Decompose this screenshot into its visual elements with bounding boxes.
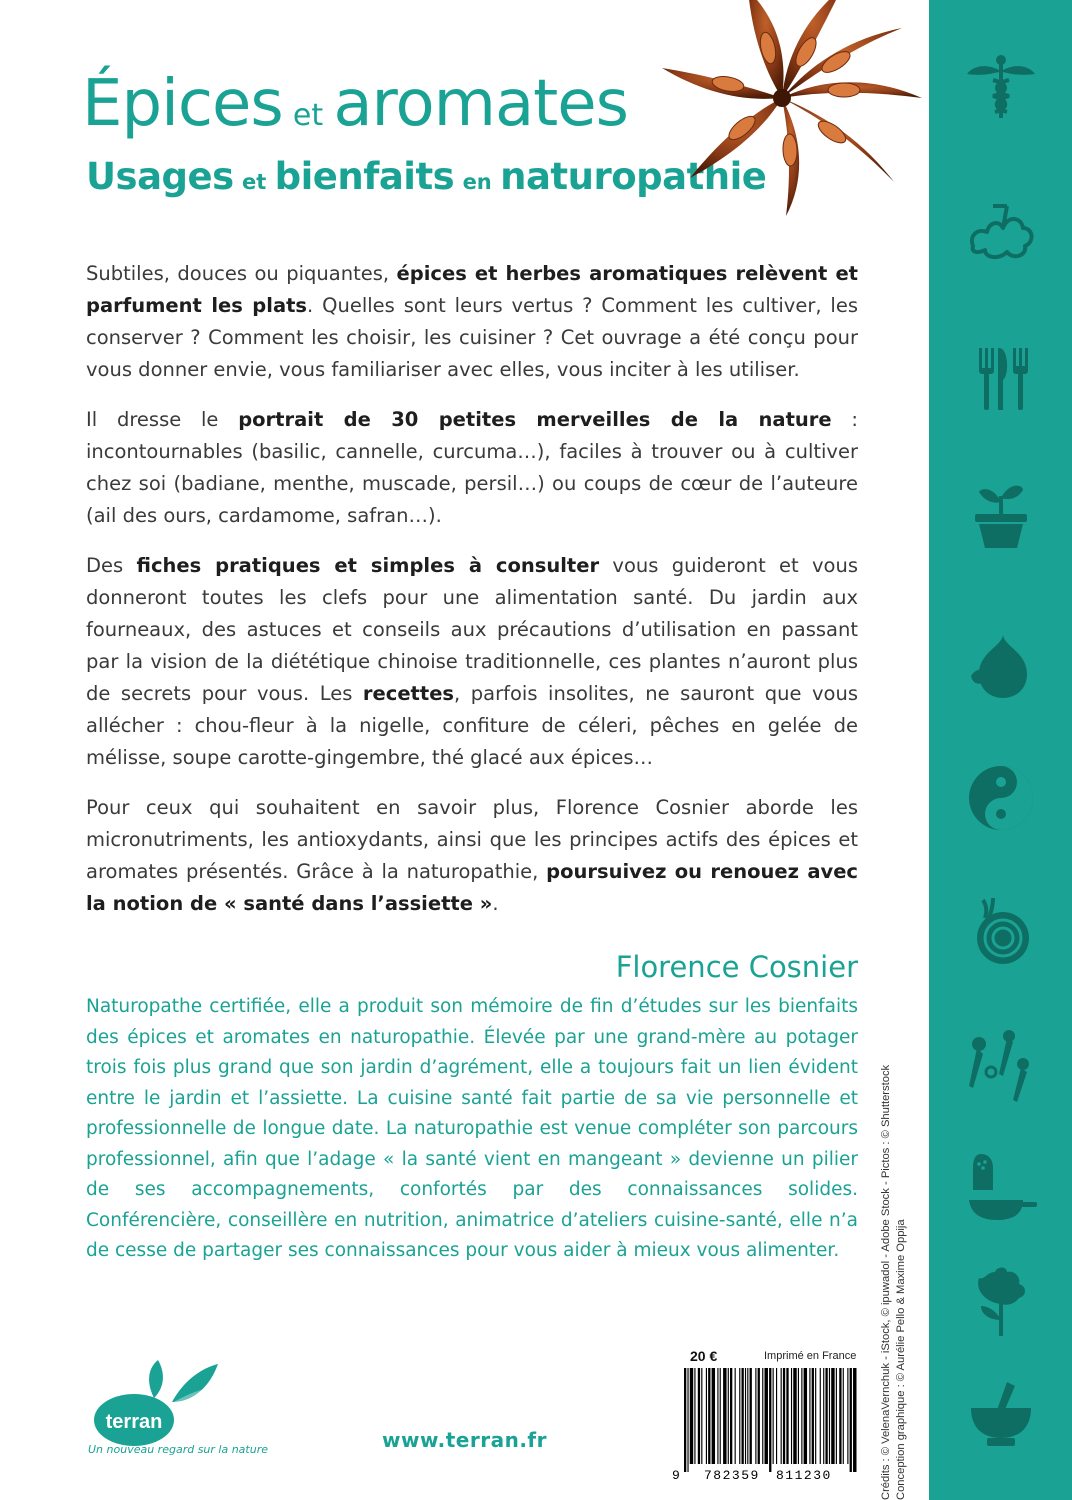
subtitle-word-en: en — [462, 170, 492, 194]
credits-line-1: Crédits : © VelenaVernchuk - iStock, © ipuwadol - Adobe Stock - Pictos : © Shutterstock — [880, 1064, 892, 1500]
emphasis-text: poursuivez ou renouez avec la notion de « santé dans l’assiette » — [86, 860, 858, 915]
isbn-digits-right: 811230 — [776, 1468, 832, 1482]
text-run: Subtiles, douces ou piquantes, — [86, 262, 397, 285]
isbn-digit-first: 9 — [672, 1468, 680, 1482]
text-run: vous guideront et vous donneront toutes les clefs pour une alimentation santé. Du jardin aux fourneaux, des astuces et conseils aux précautions d’utilisation en passant par la vision de la diététique chinoise traditionnelle, ces plantes n’auront plus de secrets pour vous. Les — [86, 554, 858, 705]
barcode-bar — [812, 1368, 814, 1464]
barcode-bar — [747, 1368, 748, 1464]
barcode-bar — [717, 1368, 718, 1464]
logo-wordmark: terran — [105, 1411, 163, 1433]
barcode-bar — [684, 1368, 686, 1472]
barcode-bar — [843, 1368, 844, 1464]
cloves-icon — [963, 1028, 1039, 1104]
description-paragraph-1 — [86, 258, 858, 386]
barcode-bar — [690, 1368, 693, 1464]
barcode-bar — [730, 1368, 732, 1464]
text-run: Des — [86, 554, 137, 577]
book-title — [82, 67, 628, 141]
text-run: . — [492, 892, 499, 915]
subtitle-word-usages: Usages — [86, 155, 234, 198]
author-name: Florence Cosnier — [615, 950, 858, 984]
text-run: Pour ceux qui souhaitent en savoir plus, Florence Cosnier aborde les micronutriments, les antioxydants, ainsi que les principes actifs des épices et aromates présentés. Grâce à la naturopathie, — [86, 796, 858, 883]
terran-logo — [84, 1358, 220, 1450]
barcode-bar — [831, 1368, 834, 1464]
barcode-bar — [745, 1368, 746, 1464]
barcode-bar — [687, 1368, 688, 1472]
credits-line-2: Conception graphique : © Aurélie Pello & Maxime Oppija — [895, 1219, 907, 1500]
barcode-bar — [758, 1368, 760, 1464]
emphasis-text: portrait de 30 petites merveilles de la nature — [238, 408, 832, 431]
printed-in-label: Imprimé en France — [764, 1350, 857, 1362]
barcode-bar — [735, 1368, 736, 1464]
title-word-aromates: aromates — [333, 67, 628, 141]
star-anise-image — [632, 0, 928, 232]
barcode-bar — [791, 1368, 792, 1464]
barcode-bar — [723, 1368, 726, 1464]
salt-pan-icon — [963, 1150, 1039, 1226]
barcode-bar — [701, 1368, 702, 1464]
barcode-bar — [786, 1368, 788, 1464]
barcode-bar — [706, 1368, 707, 1464]
title-word-epices: Épices — [82, 67, 283, 141]
barcode-bar — [850, 1368, 852, 1472]
yin-yang-icon — [963, 760, 1039, 836]
garlic-icon — [963, 626, 1039, 702]
barcode-bar — [853, 1368, 856, 1472]
publisher-website[interactable]: www.terran.fr — [382, 1428, 547, 1452]
image-credits — [879, 1064, 925, 1500]
title-word-et: et — [292, 98, 324, 133]
publisher-tagline: Un nouveau regard sur la nature — [88, 1443, 268, 1456]
author-bio: Naturopathe certifiée, elle a produit son mémoire de fin d’études sur les bienfaits des épices et aromates en naturopathie. Élevée par une grand-mère au potager trois fois plus grand que son jardin d’agrément, elle a toujours fait un lien évident entre le jardin et l’assiette. La cuisine santé fait partie de sa vie personnelle et professionnelle de longue date. La naturopathie est venue compléter son parcours professionnel, afin que l’adage « la santé vient en mangeant » devienne un pilier de ses accompagnements, confortés par des connaissances solides. Conférencière, conseillère en nutrition, animatrice d’ateliers cuisine-santé, elle n’a de cesse de partager ses connaissances pour vous aider à mieux vous alimenter. — [86, 996, 858, 1261]
barcode-bar — [755, 1368, 756, 1464]
text-run: , parfois insolites, ne sauront que vous allécher : chou-fleur à la nigelle, confiture de céleri, pêches en gelée de mélisse, soupe carotte-gingembre, thé glacé aux épices… — [86, 682, 858, 769]
barcode-bar — [801, 1368, 802, 1464]
beetroot-onion-icon — [963, 892, 1039, 968]
barcode-bar — [698, 1368, 700, 1464]
barcode-bar — [815, 1368, 816, 1464]
barcode-bar — [829, 1368, 830, 1464]
barcode-bar — [820, 1368, 821, 1464]
isbn-digits-left: 782359 — [704, 1468, 760, 1482]
barcode-bar — [798, 1368, 799, 1464]
barcode-bar — [773, 1368, 774, 1464]
subtitle-word-naturopathie: naturopathie — [500, 155, 767, 198]
barcode-bar — [847, 1368, 848, 1464]
book-description — [86, 258, 858, 938]
emphasis-text: fiches pratiques et simples à consulter — [136, 554, 600, 577]
ginger-root-icon — [963, 192, 1039, 268]
barcode-bar — [825, 1368, 827, 1464]
description-paragraph-2 — [86, 404, 858, 532]
barcode-bar — [769, 1368, 771, 1472]
mortar-pestle-icon — [963, 1378, 1039, 1454]
isbn-barcode — [670, 1366, 860, 1482]
barcode-bar — [720, 1368, 721, 1464]
text-run: : incontournables (basilic, cannelle, curcuma…), faciles à trouver ou à cultiver chez soi (badiane, menthe, muscade, persil…) ou coups de cœur de l’auteure (ail des ours, cardamome, safran…). — [86, 408, 858, 527]
barcode-bar — [728, 1368, 729, 1464]
cutlery-icon — [963, 340, 1039, 416]
subtitle-word-bienfaits: bienfaits — [274, 155, 455, 198]
barcode-bar — [762, 1368, 763, 1464]
barcode-bar — [712, 1368, 715, 1464]
barcode-bar — [836, 1368, 837, 1464]
parsley-icon — [963, 1262, 1039, 1338]
emphasis-text: recettes — [362, 682, 455, 705]
barcode-bar — [793, 1368, 796, 1464]
description-paragraph-4 — [86, 792, 858, 920]
barcode-bar — [839, 1368, 841, 1464]
barcode-bar — [708, 1368, 710, 1464]
barcode-bar — [804, 1368, 807, 1464]
description-paragraph-3 — [86, 550, 858, 774]
barcode-bar — [750, 1368, 752, 1464]
price-label: 20 € — [690, 1348, 718, 1364]
text-run: . Quelles sont leurs vertus ? Comment les cultiver, les conserver ? Comment les choisir, les cuisiner ? Cet ouvrage a été conçu pour vous donner envie, vous familiariser avec elles, vous inciter à les utiliser. — [86, 294, 859, 381]
barcode-bar — [694, 1368, 695, 1464]
barcode-bar — [776, 1368, 777, 1464]
icon-sidebar — [929, 0, 1072, 1500]
barcode-bar — [809, 1368, 810, 1464]
barcode-bar — [783, 1368, 785, 1464]
caduceus-icon — [963, 48, 1039, 124]
barcode-bar — [765, 1368, 768, 1464]
barcode-bar — [739, 1368, 740, 1464]
text-run: Il dresse le — [86, 408, 239, 431]
barcode-bar — [742, 1368, 744, 1464]
barcode-bar — [781, 1368, 782, 1464]
barcode-bar — [823, 1368, 824, 1464]
emphasis-text: épices et herbes aromatiques relèvent et parfument les plats — [86, 262, 858, 317]
subtitle-word-et: et — [242, 170, 267, 194]
seedling-pot-icon — [963, 476, 1039, 552]
